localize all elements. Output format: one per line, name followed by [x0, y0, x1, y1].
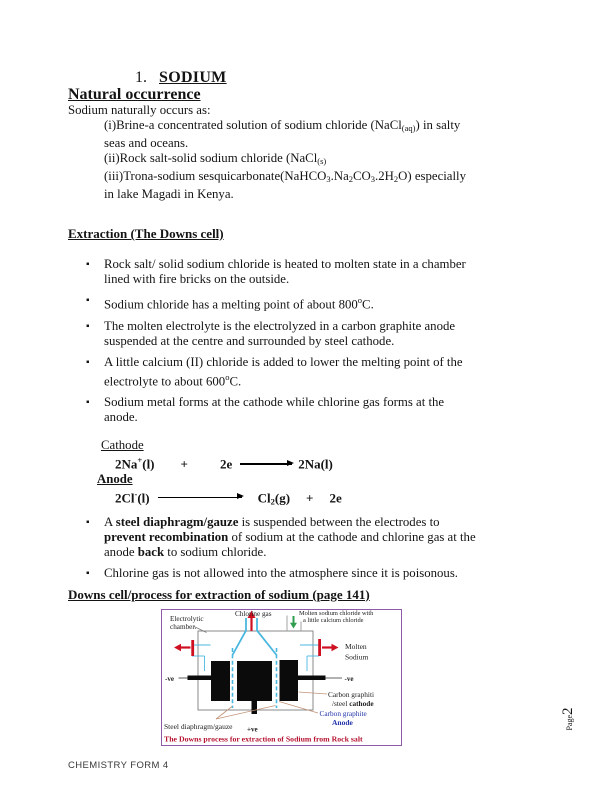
feed-label: Molten sodium chloride with	[299, 610, 374, 617]
subscript: 2	[270, 496, 275, 506]
downs-cell-diagram	[161, 609, 402, 746]
occurrence-item-i: (i)Brine-a concentrated solution of sodium chloride (NaCl(aq)) in salty seas and oceans.	[104, 118, 461, 150]
extraction-bullet-list-2	[86, 515, 546, 581]
page-word: Page	[565, 714, 574, 731]
right-cathode-electrode	[280, 660, 299, 701]
list-item: ▪ Sodium metal forms at the cathode while chlorine gas forms at the anode.	[86, 395, 445, 424]
heading-extraction: Extraction (The Downs cell)	[68, 226, 224, 241]
bullet-marker: ▪	[86, 320, 90, 332]
list-item: ▪ A steel diaphragm/gauze is suspended between the electrodes to prevent recombination of sodium at the cathode and chlorine gas at the anode back to sodium chloride.	[86, 515, 476, 559]
cathode-material-label: Carbon graphiti	[328, 690, 375, 699]
superscript: o	[357, 295, 363, 305]
title-number: 1.	[135, 69, 147, 86]
steel-diaphragm-label: Steel diaphragm/gauze	[164, 722, 233, 731]
anode-label: Anode	[97, 471, 133, 486]
bullet-marker: ▪	[86, 259, 90, 270]
intro-line: Sodium naturally occurs as:	[68, 103, 211, 117]
page-title	[135, 70, 546, 86]
footer-text: CHEMISTRY FORM 4	[68, 760, 169, 771]
right-negative-terminal-bar	[298, 676, 326, 681]
svg-text:a little calcium chloride: a little calcium chloride	[303, 617, 364, 624]
cathode-equation: 2Na+(l) + 2e 2Na(l)	[115, 455, 333, 472]
occurrence-item-ii: (ii)Rock salt-solid sodium chloride (NaCl(s)	[104, 151, 327, 166]
extraction-bullet-list	[86, 257, 546, 425]
electrolytic-chamber-label: Electrolytic	[170, 615, 204, 623]
list-item: ▪ The molten electrolyte is the electrolyzed in a carbon graphite anode suspended at the centre and surrounded by steel cathode.	[86, 318, 456, 348]
bullet-marker: ▪	[86, 295, 90, 306]
heading-downs-cell: Downs cell/process for extraction of sodium (page 141)	[68, 587, 370, 602]
left-negative-terminal-bar	[188, 676, 212, 681]
bullet-marker: ▪	[86, 397, 90, 408]
anode-equation: 2Cl-(l) Cl2(g) + 2e	[115, 488, 342, 506]
anode-stem	[252, 701, 258, 714]
heading-natural-occurrence: Natural occurrence	[68, 86, 201, 103]
left-cathode-electrode	[211, 661, 230, 701]
list-item: ▪ A little calcium (II) chloride is added to lower the melting point of the electrolyte to about 600$^o$C.	[86, 354, 463, 388]
left-outlet-bar	[191, 640, 194, 656]
chlorine-gas-label: Chlorine gas	[235, 610, 272, 618]
cathode-label: Cathode	[101, 438, 144, 452]
diagram-caption: The Downs process for extraction of Sodium from Rock salt	[164, 734, 363, 744]
downs-cell-figure	[161, 609, 402, 746]
title-text: SODIUM	[159, 69, 227, 86]
reaction-arrow	[158, 497, 242, 498]
svg-text:chamber.: chamber.	[170, 623, 197, 631]
occurrence-item-iii: (iii)Trona-sodium sesquicarbonate(NaHCO3.Na2CO3.2H2O) especially in lake Magadi in Kenya.	[104, 169, 466, 201]
negative-terminal-label-left: -ve	[165, 675, 174, 683]
page-number-vertical	[559, 691, 577, 747]
molten-sodium-label: Molten	[345, 642, 367, 651]
right-outlet-bar	[318, 639, 321, 656]
superscript: o	[225, 371, 230, 382]
positive-terminal-label: +ve	[247, 725, 258, 734]
bullet-marker: ▪	[86, 517, 90, 528]
reaction-arrow	[240, 463, 292, 464]
anode-electrode	[237, 661, 272, 701]
svg-text:Anode: Anode	[332, 718, 353, 727]
svg-text:Carbon graphite: Carbon graphite	[319, 709, 367, 718]
list-item: ▪ Rock salt/ solid sodium chloride is heated to molten state in a chamber lined with fire bricks on the outside.	[86, 257, 466, 286]
superscript: +	[137, 455, 143, 465]
negative-terminal-label-right: -ve	[344, 675, 354, 683]
svg-text:Sodium: Sodium	[345, 652, 369, 662]
page-number: 2	[560, 707, 576, 715]
superscript: -	[134, 488, 138, 499]
subscript: (s)	[317, 156, 327, 166]
svg-text:/steel cathode: /steel cathode	[332, 699, 374, 708]
list-item: ▪ Sodium chloride has a melting point of about 800$^o$C.	[86, 295, 374, 312]
list-item: ▪ Chlorine gas is not allowed into the atmosphere since it is poisonous.	[86, 566, 459, 580]
bullet-marker: ▪	[86, 356, 90, 368]
bullet-marker: ▪	[86, 568, 90, 579]
subscript: (aq)	[401, 123, 416, 133]
